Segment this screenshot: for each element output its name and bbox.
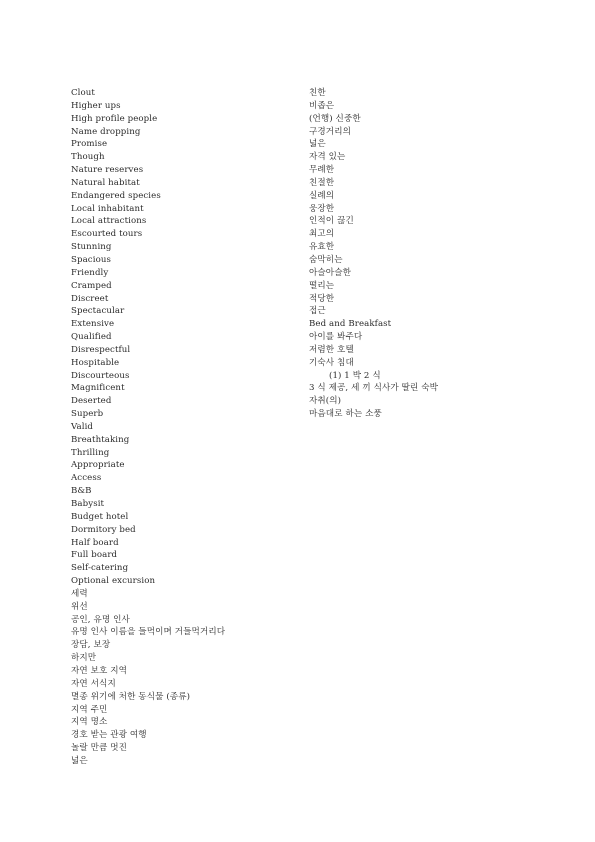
vocab-term: Qualified — [71, 332, 112, 343]
vocab-meaning: 비좁은 — [309, 100, 335, 111]
vocab-meaning: 최고의 — [309, 229, 335, 240]
vocab-term: Self-catering — [71, 563, 129, 574]
vocab-term: Escourted tours — [71, 229, 143, 240]
vocab-term: Natural habitat — [71, 177, 140, 188]
vocab-term: 지역 주민 — [71, 704, 108, 715]
vocab-term: 경호 받는 관광 여행 — [71, 730, 147, 741]
vocab-term: Dormitory bed — [71, 524, 136, 535]
vocab-term: Optional excursion — [71, 576, 156, 587]
vocab-term: 멸종 위기에 처한 동식물 (종류) — [71, 691, 191, 702]
vocab-term: Hospitable — [71, 357, 120, 368]
vocab-term: Promise — [71, 139, 108, 150]
vocab-meaning: 아이를 봐주다 — [309, 332, 363, 343]
vocab-term: 장담, 보장 — [71, 640, 111, 651]
vocab-meaning: 웅장한 — [309, 203, 335, 214]
vocab-term: Deserted — [71, 396, 112, 407]
vocab-meaning: 적당한 — [309, 293, 335, 304]
vocab-meaning: 자격 있는 — [309, 152, 346, 163]
vocab-term: 유명 인사 이름을 들먹이며 거들먹거리다 — [71, 627, 226, 638]
vocab-term: Spacious — [71, 254, 111, 265]
vocab-meaning: 마음대로 하는 소풍 — [309, 409, 382, 420]
vocab-meaning: 친한 — [309, 88, 326, 98]
vocab-term: Full board — [71, 550, 118, 561]
vocab-meaning: (언행) 신중한 — [309, 113, 361, 124]
vocab-term: Valid — [71, 421, 94, 432]
vocab-term: Cramped — [71, 280, 112, 291]
vocab-term: B&B — [71, 486, 92, 497]
vocab-term: Breathtaking — [71, 434, 130, 445]
vocab-term: 넓은 — [71, 755, 88, 766]
vocab-term: High profile people — [71, 113, 158, 124]
vocab-term: Name dropping — [71, 126, 141, 137]
vocab-term: Friendly — [71, 267, 109, 278]
vocab-term: 공인, 유명 인사 — [71, 614, 130, 625]
vocab-meaning: 3 식 제공, 세 끼 식사가 딸린 숙박 — [309, 383, 439, 394]
vocab-term: Local attractions — [71, 216, 147, 227]
vocab-meaning: (1) 1 박 2 식 — [329, 370, 381, 381]
vocab-term: 자연 서식지 — [71, 678, 116, 689]
vocab-term: 위선 — [71, 601, 88, 612]
vocab-term: Nature reserves — [71, 165, 144, 176]
vocab-meaning: 떨리는 — [309, 280, 335, 291]
vocab-term: Endangered species — [71, 190, 161, 201]
vocab-meaning: 기숙사 침대 — [309, 357, 354, 368]
vocab-term: 지역 명소 — [71, 717, 108, 728]
vocab-term: 자연 보호 지역 — [71, 665, 128, 676]
vocab-term: Discourteous — [71, 370, 130, 381]
vocab-term: Extensive — [71, 319, 115, 330]
vocab-term: Appropriate — [71, 460, 125, 471]
vocab-meaning: 유효한 — [309, 242, 335, 253]
vocab-term: Disrespectful — [71, 344, 131, 355]
right-column — [309, 87, 559, 421]
vocab-meaning: 아슬아슬한 — [309, 267, 352, 278]
vocab-term: Access — [71, 473, 102, 484]
vocab-meaning: 친절한 — [309, 177, 335, 188]
vocab-term: Thrilling — [71, 447, 110, 458]
vocab-term: Magnificent — [71, 383, 125, 394]
vocab-meaning: 숨막히는 — [309, 254, 343, 265]
vocab-term: Stunning — [71, 242, 112, 253]
vocab-term: Superb — [71, 409, 104, 420]
vocab-term: Babysit — [71, 499, 105, 509]
vocab-term: Spectacular — [71, 306, 125, 317]
vocab-term: Half board — [71, 537, 119, 548]
vocab-meaning: Bed and Breakfast — [309, 319, 392, 330]
vocab-meaning: 실례의 — [309, 190, 335, 201]
left-column — [71, 87, 301, 768]
vocab-meaning: 무례한 — [309, 165, 335, 176]
vocab-term: Discreet — [71, 293, 109, 304]
vocab-term: Clout — [71, 88, 95, 98]
vocab-meaning: 넓은 — [309, 139, 326, 150]
vocab-term: 세력 — [71, 588, 88, 599]
vocab-meaning: 접근 — [309, 306, 326, 317]
vocab-term: 하지만 — [71, 653, 97, 664]
vocab-meaning: 인적이 끊긴 — [309, 216, 354, 227]
vocab-term: Though — [71, 152, 105, 163]
vocab-term: Local inhabitant — [71, 203, 144, 214]
vocab-meaning: 저렴한 호텔 — [309, 344, 354, 355]
vocab-term: Budget hotel — [71, 511, 129, 522]
vocab-term: Higher ups — [71, 100, 121, 111]
vocab-meaning: 자취(의) — [309, 396, 342, 407]
vocab-term: 놀랄 만큼 멋진 — [71, 743, 128, 754]
vocab-meaning: 구경거리의 — [309, 126, 352, 137]
